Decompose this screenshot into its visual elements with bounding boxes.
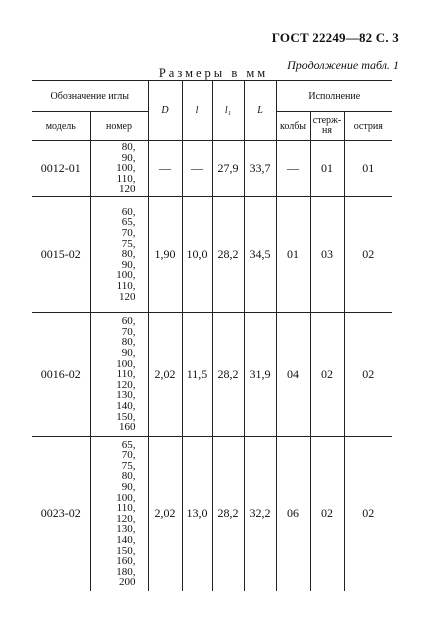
needle-number: 80, [121,141,136,154]
col-header-shaft [310,112,344,141]
d-value-cell: 1,90 [148,197,182,313]
needle-number: 200 [119,576,136,589]
shaft-exec-cell: 03 [310,197,344,313]
col-header-number: номер [90,112,148,141]
tip-exec-cell: 01 [344,141,392,197]
needle-number: 90, [121,347,136,360]
needle-number: 180, [116,565,136,578]
needle-number: 110, [116,172,136,185]
big-l-value-cell: 31,9 [244,313,276,437]
col-header-l: l [182,81,212,141]
table-row [32,313,392,437]
col-header-tip: острия [344,112,392,141]
needle-numbers-cell [90,197,148,313]
table-row [32,141,392,197]
l1-value-cell: 28,2 [212,437,244,591]
needle-number: 120, [116,378,136,391]
table-row [32,437,392,591]
l-value-cell: 13,0 [182,437,212,591]
col-header-D: D [148,81,182,141]
needle-number: 130, [116,523,136,536]
flask-exec-cell: — [276,141,310,197]
l1-value-cell: 28,2 [212,197,244,313]
d-value-cell: 2,02 [148,437,182,591]
needle-number: 120 [119,290,136,303]
needle-number: 90, [121,480,136,493]
needle-number: 75, [121,459,136,472]
needle-number: 110, [116,368,136,381]
needle-number: 120 [119,183,136,196]
needle-number: 110, [116,502,136,515]
l1-value-cell: 27,9 [212,141,244,197]
needle-number: 70, [121,227,136,240]
d-value-cell: 2,02 [148,313,182,437]
needle-number: 160, [116,555,136,568]
tip-exec-cell: 02 [344,197,392,313]
shaft-exec-cell: 01 [310,141,344,197]
needle-number: 140, [116,533,136,546]
l-value-cell: 11,5 [182,313,212,437]
tip-exec-cell: 02 [344,437,392,591]
shaft-exec-cell: 02 [310,313,344,437]
needle-number: 100, [116,491,136,504]
needle-number: 100, [116,357,136,370]
col-header-flask: колбы [276,112,310,141]
model-cell: 0023-02 [32,437,90,591]
needle-number: 150, [116,544,136,557]
needle-number: 75, [121,237,136,250]
needle-number: 130, [116,389,136,402]
col-header-model: модель [32,112,90,141]
needle-number: 80, [121,336,136,349]
tip-exec-cell: 02 [344,313,392,437]
big-l-value-cell: 34,5 [244,197,276,313]
needle-number: 100, [116,162,136,175]
needle-number: 60, [121,315,136,328]
needle-number: 60, [121,205,136,218]
needle-dimensions-table [32,80,392,591]
needle-number: 150, [116,410,136,423]
col-header-L: L [244,81,276,141]
needle-designation-header: Обозначение иглы [32,81,148,112]
needle-number: 100, [116,269,136,282]
needle-number: 120, [116,512,136,525]
needle-numbers-cell [90,313,148,437]
col-header-l1: l₁ [212,81,244,141]
col-header-shaft-line2: ня [322,125,332,136]
needle-number: 80, [121,470,136,483]
flask-exec-cell: 04 [276,313,310,437]
execution-header: Исполнение [276,81,392,112]
needle-number: 90, [121,258,136,271]
table-continuation-note: Продолжение табл. 1 [287,58,399,72]
d-value-cell: — [148,141,182,197]
l-value-cell: — [182,141,212,197]
l1-value-cell: 28,2 [212,313,244,437]
needle-number: 70, [121,449,136,462]
big-l-value-cell: 33,7 [244,141,276,197]
model-cell: 0012-01 [32,141,90,197]
needle-number: 65, [121,216,136,229]
needle-number: 140, [116,399,136,412]
l-value-cell: 10,0 [182,197,212,313]
table-row [32,197,392,313]
page-header: ГОСТ 22249—82 С. 3 [271,30,399,45]
needle-number: 80, [121,248,136,261]
col-header-shaft-line1: стерж- [312,115,342,126]
needle-numbers-cell [90,437,148,591]
shaft-exec-cell: 02 [310,437,344,591]
flask-exec-cell: 01 [276,197,310,313]
big-l-value-cell: 32,2 [244,437,276,591]
needle-numbers-cell [90,141,148,197]
needle-number: 160 [119,421,136,434]
model-cell: 0016-02 [32,313,90,437]
flask-exec-cell: 06 [276,437,310,591]
needle-number: 65, [121,438,136,451]
dimensions-caption: Размеры в мм [158,66,269,80]
needle-number: 110, [116,279,136,292]
needle-number: 90, [121,151,136,164]
needle-number: 70, [121,325,136,338]
model-cell: 0015-02 [32,197,90,313]
